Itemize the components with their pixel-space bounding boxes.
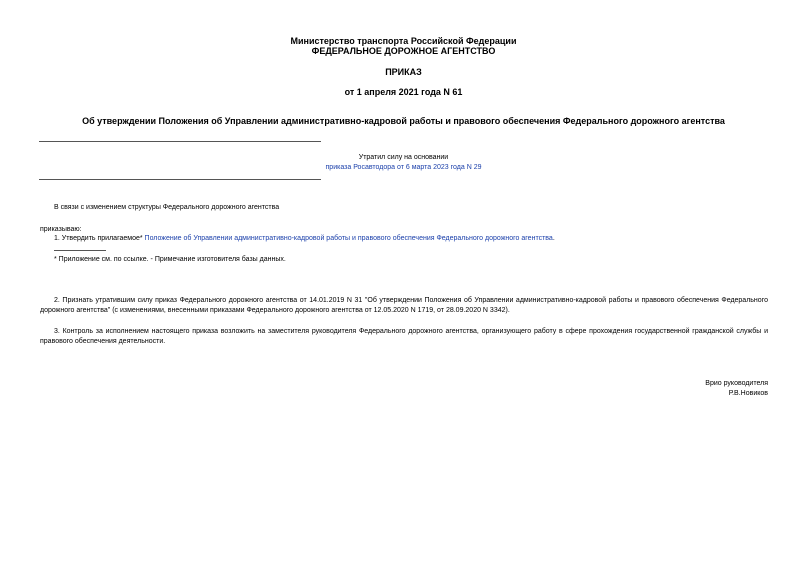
item-1-prefix: 1. Утвердить прилагаемое* — [54, 235, 145, 242]
footnote: * Приложение см. по ссылке. - Примечание изготовителя базы данных. — [54, 256, 286, 263]
item-1 — [54, 234, 555, 244]
signatory-position: Врио руководителя — [705, 380, 768, 387]
page-title: Об утверждении Положения об Управлении административно-кадровой работы и правового обеспечения Федерального дорожного агентства — [82, 116, 725, 126]
item-2: 2. Признать утратившим силу приказ Федерального дорожного агентства от 14.01.2019 N 31 "Об утверждении Положения об Управлении административно-кадровой работы и правового обеспечения Федерального дорожного агентства" (с изменениями, внесенными приказами Федерального дорожного агентства от 12.05.2020 N 1719, от 28.09.2020 N 3342). — [40, 297, 768, 314]
order-word: приказываю: — [40, 226, 82, 233]
status-note-text: Утратил силу на основании — [358, 154, 449, 161]
intro-text: В связи с изменением структуры Федерального дорожного агентства — [54, 204, 280, 211]
item-3: 3. Контроль за исполнением настоящего приказа возложить на заместителя руководителя Федерального дорожного агентства, организующего работу в сфере прохождения государственной гражданской службы и правового обеспечения деятельности. — [40, 328, 768, 345]
agency-name: ФЕДЕРАЛЬНОЕ ДОРОЖНОЕ АГЕНТСТВО — [311, 46, 496, 56]
divider-bottom — [39, 179, 321, 180]
doc-type: ПРИКАЗ — [385, 67, 422, 77]
doc-date: от 1 апреля 2021 года N 61 — [344, 87, 463, 97]
divider-top — [39, 141, 321, 142]
ministry-name: Министерство транспорта Российской Федерации — [290, 36, 517, 46]
footnote-divider — [54, 250, 106, 251]
item-1-suffix: . — [552, 235, 555, 242]
repeal-order-link[interactable]: приказа Росавтодора от 6 марта 2023 года N 29 — [325, 164, 482, 171]
regulation-link[interactable]: Положение об Управлении административно-кадровой работы и правового обеспечения Федерального дорожного агентства — [144, 235, 553, 242]
signatory-name: Р.В.Новиков — [728, 390, 768, 397]
